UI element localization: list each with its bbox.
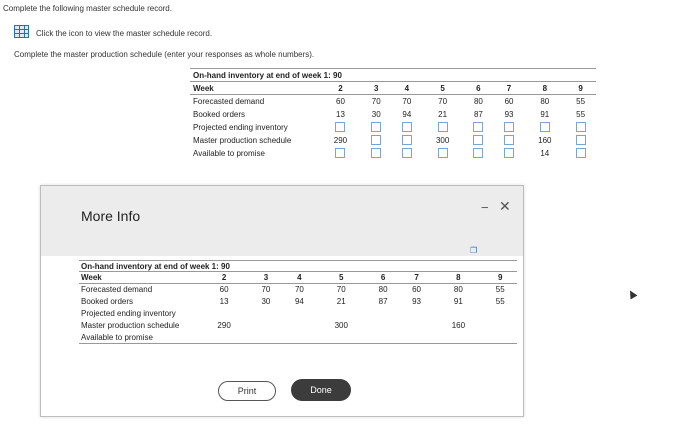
modal-cell: 80 [453,285,463,295]
answer-input[interactable] [438,148,448,158]
cell [422,121,463,134]
week-7: 7 [494,82,525,95]
cell: 160 [538,135,552,145]
modal-row-label: Projected ending inventory [81,309,176,318]
modal-cell [283,332,316,344]
table-row [190,108,596,121]
modal-table-row [79,332,517,344]
table-row [190,134,596,147]
modal-cell [283,320,316,332]
modal-table-row [79,284,517,296]
answer-input[interactable] [402,122,412,132]
answer-input[interactable] [371,135,381,145]
answer-input[interactable] [504,148,514,158]
modal-cell [433,332,483,344]
week-5: 5 [422,82,463,95]
modal-cell [483,308,517,320]
modal-cell [249,332,282,344]
answer-input[interactable] [335,122,345,132]
cell [565,134,596,147]
done-button[interactable]: Done [291,379,351,401]
copy-icon[interactable]: ❐ [470,246,478,255]
cell: 55 [576,109,586,119]
modal-week-6: 6 [366,272,399,284]
cell: 14 [540,148,550,158]
modal-cell [199,332,249,344]
cell [494,134,525,147]
modal-cell: 60 [219,285,229,295]
more-info-modal [40,185,524,417]
cell: 93 [504,109,514,119]
modal-cell [316,332,366,344]
modal-week-2: 2 [199,272,249,284]
modal-cell [199,308,249,320]
modal-cell: 55 [495,297,505,306]
cell [392,134,423,147]
modal-cell: 55 [495,285,505,295]
cell [565,147,596,160]
week-label: Week [190,82,320,95]
cell: 94 [402,109,412,119]
modal-row-label: Available to promise [79,332,199,344]
week-2: 2 [320,82,361,95]
modal-cell: 13 [219,297,229,306]
cell: 70 [402,96,412,106]
modal-cell [366,308,399,320]
modal-row-label: Forecasted demand [81,285,153,295]
week-4: 4 [392,82,423,95]
cell [320,121,361,134]
modal-cell [283,308,316,320]
instruction-line-1: Complete the following master schedule record. [3,4,172,13]
minimize-icon[interactable]: − [481,200,489,215]
modal-row-label: Booked orders [81,297,134,306]
answer-input[interactable] [438,122,448,132]
modal-cell [433,308,483,320]
modal-cell [316,308,366,320]
cell [463,147,494,160]
cell [361,134,392,147]
modal-cell: 300 [334,321,348,330]
cell [565,121,596,134]
cell [494,147,525,160]
modal-cell [366,332,399,344]
print-button[interactable]: Print [218,381,276,401]
modal-cell: 70 [261,285,271,295]
modal-inventory-header: On-hand inventory at end of week 1: 90 [79,260,517,271]
modal-cell: 91 [453,297,463,306]
cell: 60 [336,96,345,106]
cell: 290 [333,135,348,145]
modal-header [41,186,523,256]
modal-cell [483,332,517,344]
modal-cell [483,320,517,332]
answer-input[interactable] [504,122,514,132]
answer-input[interactable] [473,135,483,145]
answer-input[interactable] [335,148,345,158]
modal-table-row [79,320,517,332]
cell [320,147,361,160]
answer-input[interactable] [504,135,514,145]
modal-table-row [79,308,517,320]
modal-row-label: Master production schedule [81,321,180,330]
modal-schedule-table [79,260,517,344]
cell [463,134,494,147]
answer-input[interactable] [576,135,586,145]
table-row [190,121,596,134]
modal-week-label: Week [79,272,199,284]
table-row [190,95,596,108]
modal-cell: 70 [336,285,346,295]
modal-week-3: 3 [249,272,282,284]
instruction-line-3: Complete the master production schedule (enter your responses as whole numbers). [14,50,315,59]
cell: 70 [371,96,381,106]
modal-cell [400,320,433,332]
modal-cell [400,332,433,344]
cell [463,121,494,134]
answer-input[interactable] [540,122,550,132]
cell: 21 [438,109,448,119]
week-8: 8 [524,82,565,95]
modal-cell: 87 [378,297,388,306]
inventory-header: On-hand inventory at end of week 1: 90 [190,68,596,81]
row-label: Forecasted demand [193,96,265,106]
modal-week-7: 7 [400,272,433,284]
cell: 70 [438,96,448,106]
modal-cell: 80 [378,285,388,295]
answer-input[interactable] [371,148,381,158]
cell: 87 [473,109,483,119]
cell [494,121,525,134]
cell: 300 [435,135,450,145]
instruction-line-2: Click the icon to view the master schedule record. [36,29,213,38]
cell: 60 [504,96,514,106]
modal-week-8: 8 [433,272,483,284]
modal-table-row [79,296,517,308]
mouse-cursor [627,289,638,300]
cell: 55 [576,96,586,106]
row-label: Booked orders [193,109,246,119]
answer-input[interactable] [371,122,381,132]
cell: 80 [540,96,550,106]
answer-input[interactable] [576,122,586,132]
modal-cell [366,320,399,332]
modal-cell: 30 [261,297,271,306]
modal-cell [249,308,282,320]
modal-cell: 21 [336,297,346,306]
cell: 30 [371,109,381,119]
cell: 80 [473,96,483,106]
modal-cell: 160 [451,321,466,330]
week-6: 6 [463,82,494,95]
week-9: 9 [565,82,596,95]
cell: 13 [336,109,345,119]
answer-input[interactable] [473,122,483,132]
table-grid-icon[interactable] [14,25,29,38]
modal-week-4: 4 [283,272,316,284]
cell [392,121,423,134]
row-label: Projected ending inventory [193,122,288,132]
answer-input[interactable] [402,148,412,158]
modal-cell: 60 [412,285,421,295]
cell [361,147,392,160]
cell [361,121,392,134]
modal-cell: 70 [294,285,304,295]
modal-cell: 290 [217,321,231,330]
answer-input[interactable] [576,148,586,158]
modal-week-9: 9 [483,272,517,284]
cell [524,121,565,134]
answer-input[interactable] [473,148,483,158]
master-schedule-table [190,68,596,160]
modal-cell: 93 [412,297,421,306]
cell: 91 [540,109,550,119]
answer-input[interactable] [402,135,412,145]
modal-cell [249,320,282,332]
cell [392,147,423,160]
modal-title: More Info [81,208,141,224]
modal-week-5: 5 [316,272,366,284]
modal-cell [400,308,433,320]
table-row [190,147,596,160]
row-label: Master production schedule [193,135,292,145]
close-icon[interactable]: ✕ [499,198,511,214]
modal-cell: 94 [294,297,304,306]
row-label: Available to promise [193,148,265,158]
cell [422,147,463,160]
week-3: 3 [361,82,392,95]
